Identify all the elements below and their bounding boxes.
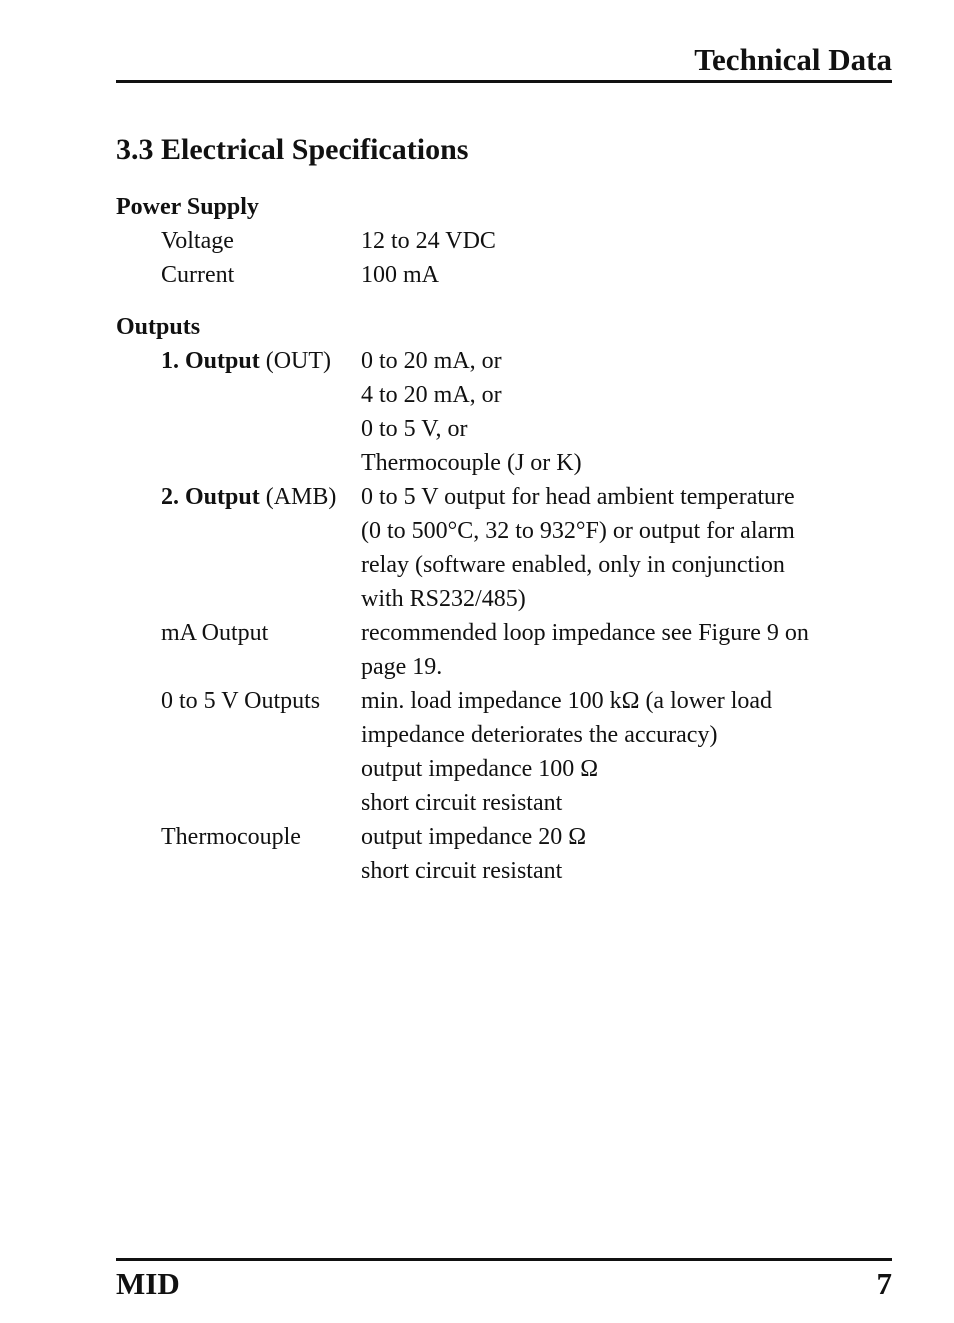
spec-value-line: Thermocouple (J or K) <box>361 450 582 476</box>
page-header-title: Technical Data <box>694 42 892 77</box>
spec-label-thermocouple: Thermocouple <box>161 824 301 850</box>
spec-value-line: page 19. <box>361 654 443 680</box>
spec-value-line: 0 to 5 V output for head ambient temperature <box>361 484 795 510</box>
spec-label-bold: 1. Output <box>161 348 260 374</box>
spec-value-line: 4 to 20 mA, or <box>361 382 502 408</box>
footer-rule <box>116 1258 892 1261</box>
spec-label-suffix: (AMB) <box>259 484 337 510</box>
power-supply-heading: Power Supply <box>116 194 259 220</box>
spec-value-line: short circuit resistant <box>361 790 563 816</box>
spec-value-voltage-outputs <box>361 684 893 820</box>
spec-value-line: relay (software enabled, only in conjunction <box>361 552 785 578</box>
header-rule <box>116 80 892 83</box>
section-title: 3.3 Electrical Specifications <box>116 133 469 166</box>
spec-value-ma-output <box>361 616 893 684</box>
spec-value-thermocouple <box>361 820 893 888</box>
spec-label-output-1 <box>161 344 331 378</box>
spec-label-suffix: (OUT) <box>259 348 332 374</box>
spec-value-line: 12 to 24 VDC <box>361 228 496 254</box>
spec-value-line: 0 to 20 mA, or <box>361 348 502 374</box>
spec-value-current <box>361 258 893 292</box>
spec-label-ma-output: mA Output <box>161 620 269 646</box>
spec-label-voltage: Voltage <box>161 228 234 254</box>
spec-value-line: output impedance 20 Ω <box>361 824 587 850</box>
spec-value-voltage <box>361 224 893 258</box>
spec-value-line: recommended loop impedance see Figure 9 on <box>361 620 809 646</box>
spec-value-line: 100 mA <box>361 262 439 288</box>
spec-label-bold: 2. Output <box>161 484 260 510</box>
spec-value-line: (0 to 500°C, 32 to 932°F) or output for alarm <box>361 518 795 544</box>
spec-label-voltage-outputs: 0 to 5 V Outputs <box>161 688 321 714</box>
spec-value-output-2 <box>361 480 893 616</box>
spec-value-line: short circuit resistant <box>361 858 563 884</box>
page-number: 7 <box>876 1266 892 1301</box>
spec-label-output-2 <box>161 480 336 514</box>
spec-value-line: 0 to 5 V, or <box>361 416 468 442</box>
spec-value-output-1 <box>361 344 893 480</box>
spec-label-current: Current <box>161 262 235 288</box>
spec-value-line: min. load impedance 100 kΩ (a lower load <box>361 688 773 714</box>
spec-value-line: output impedance 100 Ω <box>361 756 599 782</box>
outputs-heading: Outputs <box>116 314 201 340</box>
spec-value-line: impedance deteriorates the accuracy) <box>361 722 718 748</box>
spec-value-line: with RS232/485) <box>361 586 526 612</box>
footer-product-name: MID <box>116 1266 180 1301</box>
